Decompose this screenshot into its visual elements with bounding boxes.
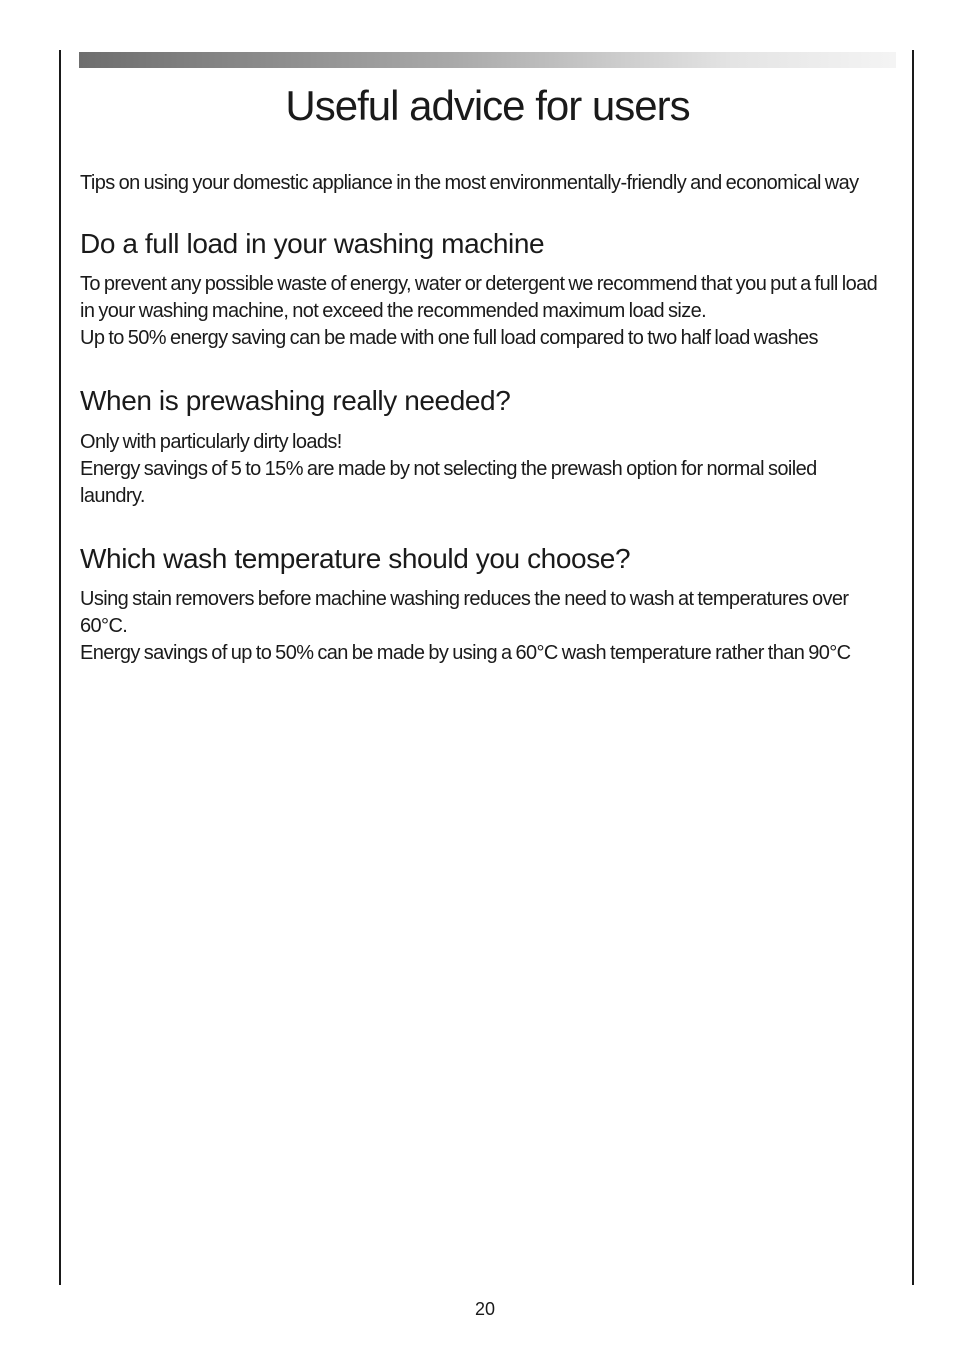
header-gradient-bar — [79, 52, 896, 68]
section-paragraph: Only with particularly dirty loads! — [80, 431, 342, 453]
page-title: Useful advice for users — [285, 82, 690, 129]
section-body-full-load — [80, 271, 880, 352]
page-content — [80, 170, 880, 667]
intro-text: Tips on using your domestic appliance in the most environmentally-friendly and economical way — [80, 172, 859, 194]
section-heading-prewashing: When is prewashing really needed? — [80, 385, 511, 416]
section-heading-full-load: Do a full load in your washing machine — [80, 228, 545, 259]
page-number: 20 — [474, 1299, 496, 1319]
right-margin-rule — [912, 50, 914, 1285]
section-paragraph: To prevent any possible waste of energy, water or detergent we recommend that you put a full load in your washing machine, not exceed the recommended maximum load size. — [80, 273, 878, 322]
section-body-prewashing — [80, 429, 880, 510]
section-paragraph: Energy savings of 5 to 15% are made by not selecting the prewash option for normal soiled laundry. — [80, 458, 817, 507]
section-paragraph: Energy savings of up to 50% can be made by using a 60°C wash temperature rather than 90°C — [80, 642, 851, 664]
section-paragraph: Using stain removers before machine washing reduces the need to wash at temperatures over 60°C. — [80, 588, 849, 637]
left-margin-rule — [59, 50, 61, 1285]
section-paragraph: Up to 50% energy saving can be made with one full load compared to two half load washes — [80, 327, 818, 349]
section-heading-wash-temperature: Which wash temperature should you choose? — [80, 543, 631, 574]
section-body-wash-temperature — [80, 586, 880, 667]
